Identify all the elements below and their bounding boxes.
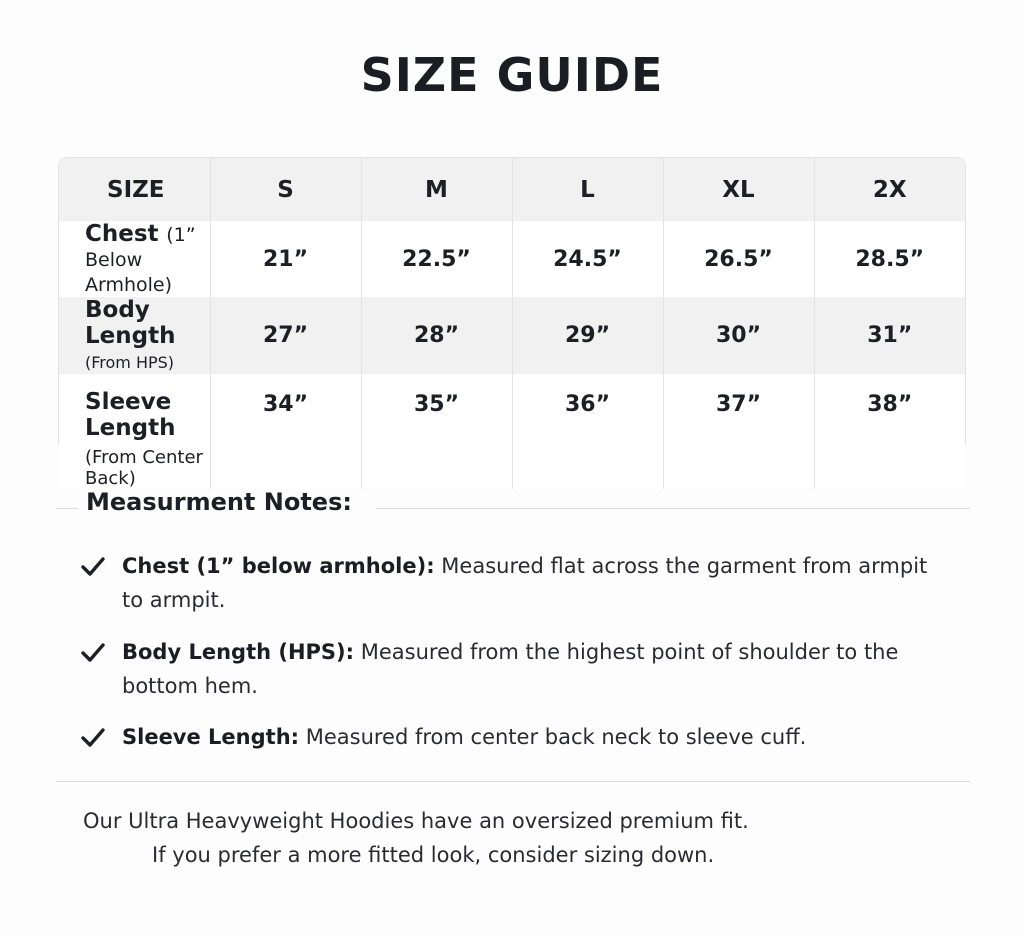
note-text (122, 720, 930, 754)
checkmark-icon (80, 727, 106, 749)
table-cell: 26.5” (663, 221, 814, 297)
size-chart-table (58, 157, 966, 489)
row-label-chest (59, 221, 210, 297)
table-cell: 29” (512, 297, 663, 374)
checkmark-icon (80, 556, 106, 578)
row-sublabel-text: (From HPS) (85, 353, 175, 372)
table-cell: 35” (361, 374, 512, 489)
table-cell: 38” (814, 374, 965, 489)
note-text (122, 635, 930, 703)
note-term: Body Length (HPS): (122, 640, 355, 664)
fit-note-line-1: Our Ultra Heavyweight Hoodies have an oversized premium fit. (83, 809, 749, 833)
table-cell: 28.5” (814, 221, 965, 297)
size-header-xl: XL (663, 158, 814, 221)
notes-heading-row (56, 488, 970, 524)
note-description: Measured flat across the garment from armpit to armpit. (122, 554, 928, 612)
table-cell: 24.5” (512, 221, 663, 297)
table-cell: 37” (663, 374, 814, 489)
table-cell: 27” (210, 297, 361, 374)
table-cell: 22.5” (361, 221, 512, 297)
checkmark-icon (80, 642, 106, 664)
table-row-body-length (59, 297, 965, 374)
notes-heading: Measurment Notes: (86, 488, 352, 516)
size-header-m: M (361, 158, 512, 221)
size-header-2x: 2X (814, 158, 965, 221)
note-item-sleeve-length (80, 720, 930, 754)
size-column-header: SIZE (107, 176, 165, 203)
table-row-sleeve-length (59, 374, 965, 489)
divider (56, 781, 970, 782)
note-description: Measured from center back neck to sleeve cuff. (299, 725, 807, 749)
table-row-chest (59, 221, 965, 297)
note-text (122, 549, 930, 617)
row-label-text: Sleeve Length (85, 389, 176, 441)
page-title: SIZE GUIDE (360, 48, 664, 102)
table-header-row (59, 158, 965, 221)
size-header-l: L (512, 158, 663, 221)
table-cell: 30” (663, 297, 814, 374)
note-item-chest (80, 549, 930, 617)
row-label-text: Chest (85, 221, 159, 247)
size-header-s: S (210, 158, 361, 221)
table-cell: 31” (814, 297, 965, 374)
row-sublabel-text: (From Center Back) (85, 447, 203, 489)
row-label-text: Body Length (85, 297, 176, 349)
note-term: Sleeve Length: (122, 725, 300, 749)
row-label-sleeve-length (59, 374, 210, 489)
note-term: Chest (1” below armhole): (122, 554, 435, 578)
divider (376, 508, 970, 509)
table-cell: 28” (361, 297, 512, 374)
fit-note-line-2: If you prefer a more fitted look, consider sizing down. (152, 843, 715, 867)
note-description: Measured from the highest point of shoulder to the bottom hem. (122, 640, 899, 698)
row-label-body-length (59, 297, 210, 374)
note-item-body-length (80, 635, 930, 703)
divider (56, 508, 78, 509)
table-cell: 21” (210, 221, 361, 297)
row-sublabel-text: (1” Below Armhole) (85, 224, 196, 296)
table-cell: 34” (210, 374, 361, 489)
table-cell: 36” (512, 374, 663, 489)
